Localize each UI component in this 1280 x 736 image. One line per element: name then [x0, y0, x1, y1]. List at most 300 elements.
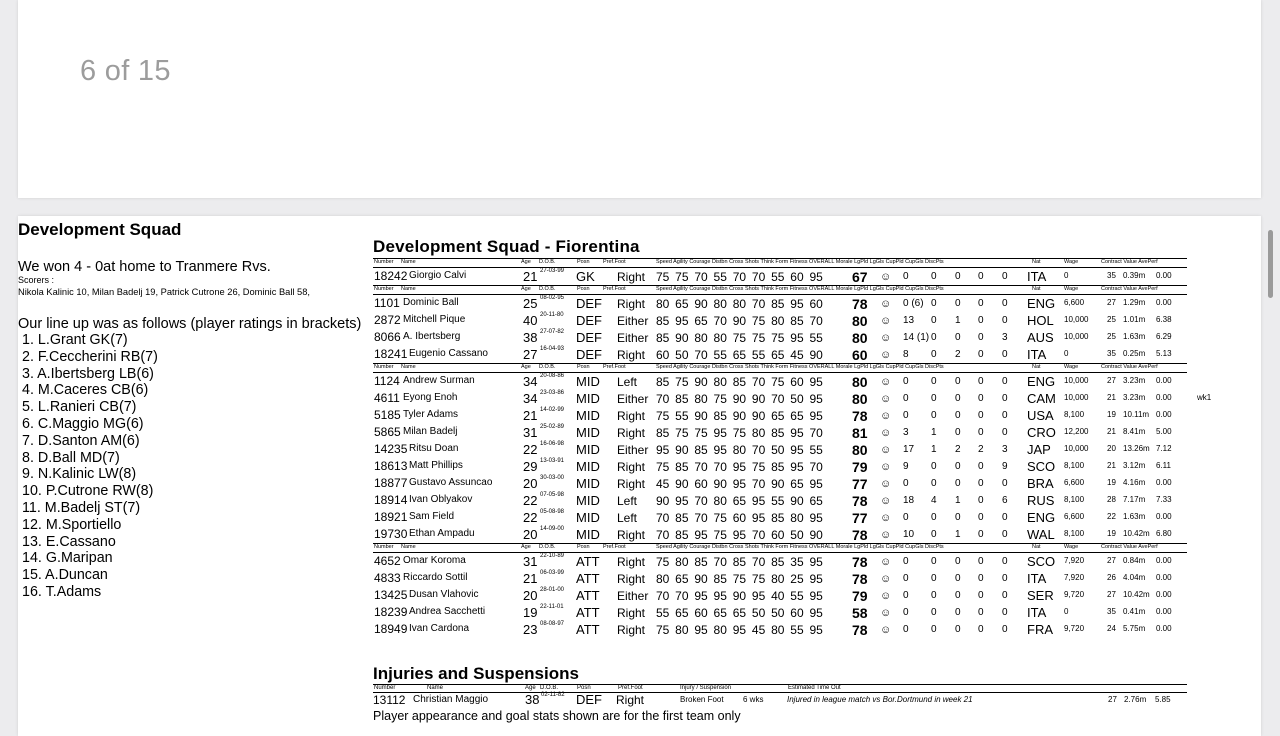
scorers-list: Nikola Kalinic 10, Milan Badelj 19, Patrick Cutrone 26, Dominic Ball 58, [18, 287, 310, 297]
inj-value: 2.76m [1124, 695, 1147, 704]
player-wage: 8,100 [1064, 410, 1085, 419]
player-foot: Either [617, 392, 649, 406]
scrollbar-thumb[interactable] [1268, 230, 1273, 298]
header-name: Name [401, 259, 416, 265]
player-row [373, 526, 1187, 543]
player-stat: 18 [903, 495, 915, 506]
player-nationality: ITA [1027, 269, 1047, 284]
player-overall: 80 [852, 442, 868, 458]
player-aveperf: 0.00 [1156, 376, 1172, 385]
player-age: 34 [523, 374, 538, 389]
player-skills: 80 65 90 80 80 70 85 95 60 [656, 297, 823, 311]
inj-name: Christian Maggio [413, 694, 489, 705]
lineup-item: 16. T.Adams [22, 583, 102, 600]
player-row [373, 373, 1187, 390]
player-age: 20 [523, 527, 538, 542]
player-value: 10.42m [1123, 529, 1150, 538]
header-foot: Pref.Foot [603, 544, 626, 550]
pdf-page-main [18, 216, 1261, 736]
player-foot: Right [617, 270, 646, 284]
header-number: Number [374, 544, 394, 550]
player-nationality: ENG [1027, 296, 1056, 311]
player-foot: Left [617, 494, 638, 508]
player-stat: 0 (6) [903, 298, 924, 309]
player-wage: 7,920 [1064, 556, 1085, 565]
player-skills: 70 85 95 75 95 70 60 50 90 [656, 528, 823, 542]
player-skills: 75 85 70 70 95 75 85 95 70 [656, 460, 823, 474]
inj-hdr-injury: Injury / Suspension [680, 685, 732, 691]
player-stat: 2 [955, 444, 961, 455]
player-number: 19730 [374, 527, 408, 541]
player-aveperf: 0.00 [1156, 393, 1172, 402]
player-stat: 0 [955, 410, 961, 421]
player-stat: 0 [1002, 529, 1008, 540]
lineup-item: 9. N.Kalinic LW(8) [22, 466, 137, 483]
player-position: ATT [576, 571, 600, 586]
player-nationality: SER [1027, 588, 1054, 603]
header-nat: Nat [1032, 544, 1041, 550]
player-overall: 78 [852, 527, 868, 543]
morale-icon: ☺ [880, 495, 892, 507]
player-row [373, 441, 1187, 458]
player-stat: 17 [903, 444, 915, 455]
inj-foot: Right [616, 693, 645, 707]
player-stat: 0 [931, 376, 937, 387]
player-position: DEF [576, 296, 602, 311]
player-age: 31 [523, 425, 538, 440]
player-contract: 20 [1107, 444, 1116, 453]
player-aveperf: 0.00 [1156, 624, 1172, 633]
player-dob: 22-10-89 [540, 553, 565, 559]
header-number: Number [374, 286, 394, 292]
player-value: 1.29m [1123, 298, 1146, 307]
player-wage: 9,720 [1064, 590, 1085, 599]
player-stat: 0 [903, 512, 909, 523]
player-row [373, 346, 1187, 363]
player-overall: 78 [852, 622, 868, 638]
player-age: 22 [523, 493, 538, 508]
player-contract: 25 [1107, 332, 1116, 341]
player-age: 31 [523, 554, 538, 569]
player-row [373, 587, 1187, 604]
morale-icon: ☺ [880, 298, 892, 310]
player-foot: Right [617, 477, 646, 491]
player-stat: 0 [1002, 393, 1008, 404]
player-contract: 27 [1107, 376, 1116, 385]
player-value: 10.42m [1123, 590, 1150, 599]
inj-hdr-name: Name [427, 685, 444, 691]
player-dob: 16-04-93 [540, 346, 565, 352]
player-position: MID [576, 527, 600, 542]
player-dob: 14-09-00 [540, 526, 565, 532]
player-position: DEF [576, 347, 602, 362]
footnote: Player appearance and goal stats shown are for the first team only [373, 709, 741, 723]
player-row [373, 492, 1187, 509]
player-wage: 0 [1064, 349, 1069, 358]
player-nationality: ENG [1027, 510, 1056, 525]
player-position: MID [576, 459, 600, 474]
player-dob: 25-02-89 [540, 424, 565, 430]
player-value: 1.63m [1123, 332, 1146, 341]
player-value: 0.39m [1123, 271, 1146, 280]
player-wage: 8,100 [1064, 495, 1085, 504]
player-stat: 14 (1) [903, 332, 930, 343]
player-overall: 80 [852, 391, 868, 407]
header-skills: Speed Agility Courage Distbn Cross Shots Think Form Fitness OVERALL Morale LgPld LgGls CupPld CupGls DiscPts [656, 544, 944, 550]
header-skills: Speed Agility Courage Distbn Cross Shots Think Form Fitness OVERALL Morale LgPld LgGls CupPld CupGls DiscPts [656, 364, 944, 370]
lineup-item: 11. M.Badelj ST(7) [22, 499, 141, 516]
morale-icon: ☺ [880, 376, 892, 388]
player-value: 4.04m [1123, 573, 1146, 582]
player-dob: 08-02-95 [540, 295, 565, 301]
player-stat: 0 [931, 410, 937, 421]
player-value: 1.01m [1123, 315, 1146, 324]
player-number: 8066 [374, 330, 401, 344]
player-foot: Either [617, 589, 649, 603]
player-stat: 0 [978, 495, 984, 506]
scorers-label: Scorers : [18, 275, 55, 285]
player-stat: 0 [1002, 349, 1008, 360]
player-aveperf: 7.33 [1156, 495, 1172, 504]
player-stat: 0 [931, 298, 937, 309]
player-skills: 85 90 80 80 75 75 75 95 55 [656, 331, 823, 345]
player-foot: Right [617, 348, 646, 362]
player-foot: Right [617, 555, 646, 569]
player-aveperf: 0.00 [1156, 573, 1172, 582]
player-stat: 0 [931, 573, 937, 584]
morale-icon: ☺ [880, 271, 892, 283]
player-stat: 1 [955, 495, 961, 506]
player-row [373, 407, 1187, 424]
player-name: Milan Badelj [403, 426, 458, 437]
player-stat: 2 [955, 349, 961, 360]
player-age: 22 [523, 442, 538, 457]
header-wage: Wage [1064, 544, 1079, 550]
player-contract: 35 [1107, 607, 1116, 616]
player-stat: 0 [978, 573, 984, 584]
header-number: Number [374, 259, 394, 265]
player-number: 5865 [374, 425, 401, 439]
morale-icon: ☺ [880, 478, 892, 490]
player-name: Mitchell Pique [403, 314, 466, 325]
lineup-item: 3. A.Ibertsberg LB(6) [22, 365, 154, 382]
header-wage: Wage [1064, 286, 1079, 292]
player-position: DEF [576, 313, 602, 328]
player-skills: 75 80 95 80 95 45 80 55 95 [656, 623, 823, 637]
squad-header [373, 258, 1187, 268]
player-age: 21 [523, 269, 538, 284]
player-wage: 6,600 [1064, 512, 1085, 521]
player-value: 7.17m [1123, 495, 1146, 504]
player-stat: 0 [978, 512, 984, 523]
player-stat: 9 [1002, 461, 1008, 472]
player-stat: 0 [978, 376, 984, 387]
player-stat: 3 [903, 427, 909, 438]
player-age: 29 [523, 459, 538, 474]
header-number: Number [374, 364, 394, 370]
header-posn: Posn [577, 364, 590, 370]
player-stat: 0 [955, 624, 961, 635]
header-name: Name [401, 286, 416, 292]
player-stat: 0 [931, 349, 937, 360]
player-wage: 12,200 [1064, 427, 1089, 436]
player-contract: 21 [1107, 393, 1116, 402]
player-nationality: FRA [1027, 622, 1053, 637]
squad-title: Development Squad - Fiorentina [373, 237, 640, 256]
header-cv: Contract Value AvePerf [1101, 544, 1158, 550]
inj-hdr-number: Number [374, 685, 396, 691]
header-posn: Posn [577, 286, 590, 292]
squad-header [373, 285, 1187, 295]
player-nationality: JAP [1027, 442, 1051, 457]
player-dob: 27-03-99 [540, 268, 565, 274]
player-dob: 30-03-00 [540, 475, 565, 481]
lineup-item: 12. M.Sportiello [22, 516, 122, 533]
player-stat: 0 [931, 332, 937, 343]
player-contract: 27 [1107, 590, 1116, 599]
player-overall: 80 [852, 313, 868, 329]
player-row [373, 390, 1212, 407]
player-stat: 0 [1002, 410, 1008, 421]
player-contract: 28 [1107, 495, 1116, 504]
player-position: ATT [576, 554, 600, 569]
player-dob: 05-08-98 [540, 509, 565, 515]
lineup-item: 6. C.Maggio MG(6) [22, 415, 144, 432]
player-value: 3.12m [1123, 461, 1146, 470]
player-contract: 21 [1107, 427, 1116, 436]
inj-hdr-age: Age [525, 685, 536, 691]
player-stat: 1 [955, 315, 961, 326]
player-position: DEF [576, 330, 602, 345]
player-stat: 0 [1002, 607, 1008, 618]
player-wage: 0 [1064, 607, 1069, 616]
player-skills: 80 65 90 85 75 75 80 25 95 [656, 572, 823, 586]
player-skills: 95 90 85 95 80 70 50 95 55 [656, 443, 823, 457]
player-value: 0.25m [1123, 349, 1146, 358]
player-stat: 0 [1002, 427, 1008, 438]
player-value: 10.11m [1123, 410, 1150, 419]
player-row [373, 570, 1187, 587]
player-name: Eyong Enoh [403, 392, 458, 403]
player-stat: 0 [903, 556, 909, 567]
player-age: 40 [523, 313, 538, 328]
player-position: ATT [576, 622, 600, 637]
player-stat: 0 [955, 573, 961, 584]
player-stat: 0 [978, 298, 984, 309]
player-number: 18241 [374, 347, 408, 361]
player-age: 25 [523, 296, 538, 311]
player-nationality: CAM [1027, 391, 1056, 406]
player-name: Dusan Vlahovic [409, 589, 479, 600]
player-nationality: ENG [1027, 374, 1056, 389]
header-dob: D.O.B. [539, 259, 556, 265]
player-overall: 81 [852, 425, 868, 441]
player-number: 1101 [374, 296, 400, 310]
player-dob: 07-05-98 [540, 492, 565, 498]
player-name: Giorgio Calvi [409, 270, 467, 281]
player-position: MID [576, 374, 600, 389]
player-nationality: HOL [1027, 313, 1054, 328]
player-dob: 16-06-98 [540, 441, 565, 447]
player-row [373, 621, 1187, 638]
player-dob: 28-01-00 [540, 587, 565, 593]
player-overall: 67 [852, 269, 868, 285]
player-contract: 25 [1107, 315, 1116, 324]
player-note: wk1 [1197, 393, 1212, 402]
player-age: 22 [523, 510, 538, 525]
player-stat: 0 [978, 410, 984, 421]
player-wage: 8,100 [1064, 529, 1085, 538]
lineup-item: 2. F.Ceccherini RB(7) [22, 348, 158, 365]
player-value: 0.84m [1123, 556, 1146, 565]
player-value: 8.41m [1123, 427, 1146, 436]
player-number: 4652 [374, 554, 401, 568]
lineup-item: 5. L.Ranieri CB(7) [22, 399, 137, 416]
player-foot: Left [617, 375, 638, 389]
player-stat: 0 [955, 461, 961, 472]
header-age: Age [521, 286, 531, 292]
player-skills: 85 75 75 95 75 80 85 95 70 [656, 426, 823, 440]
player-name: Sam Field [409, 511, 455, 522]
player-contract: 21 [1107, 461, 1116, 470]
header-dob: D.O.B. [539, 364, 556, 370]
player-overall: 77 [852, 476, 868, 492]
player-stat: 0 [978, 478, 984, 489]
player-nationality: SCO [1027, 554, 1056, 569]
player-position: ATT [576, 605, 600, 620]
player-name: A. Ibertsberg [403, 331, 461, 342]
squad-header [373, 543, 1187, 553]
player-nationality: BRA [1027, 476, 1054, 491]
player-stat: 0 [1002, 478, 1008, 489]
player-name: Ivan Oblyakov [409, 494, 473, 505]
player-skills: 70 85 80 75 90 90 70 50 95 [656, 392, 823, 406]
player-stat: 0 [955, 271, 961, 282]
header-cv: Contract Value AvePerf [1101, 286, 1158, 292]
page-indicator: 6 of 15 [80, 55, 171, 87]
player-aveperf: 0.00 [1156, 410, 1172, 419]
player-stat: 8 [903, 349, 909, 360]
player-number: 5185 [374, 408, 401, 422]
player-age: 38 [523, 330, 538, 345]
player-contract: 19 [1107, 478, 1116, 487]
player-number: 4611 [374, 391, 400, 405]
player-aveperf: 0.00 [1156, 590, 1172, 599]
player-aveperf: 6.38 [1156, 315, 1172, 324]
inj-weeks: 6 wks [743, 695, 764, 704]
player-row [373, 458, 1187, 475]
player-skills: 75 55 90 85 90 90 65 65 95 [656, 409, 823, 423]
player-skills: 60 50 70 55 65 55 65 45 90 [656, 348, 823, 362]
morale-icon: ☺ [880, 556, 892, 568]
inj-pos: DEF [576, 692, 602, 707]
header-skills: Speed Agility Courage Distbn Cross Shots Think Form Fitness OVERALL Morale LgPld LgGls CupPld CupGls DiscPts [656, 259, 944, 265]
morale-icon: ☺ [880, 607, 892, 619]
morale-icon: ☺ [880, 427, 892, 439]
player-contract: 22 [1107, 512, 1116, 521]
player-stat: 0 [1002, 624, 1008, 635]
player-aveperf: 5.13 [1156, 349, 1172, 358]
squad-table [373, 258, 1212, 638]
player-wage: 10,000 [1064, 444, 1089, 453]
player-number: 14235 [374, 442, 408, 456]
player-contract: 19 [1107, 529, 1116, 538]
player-foot: Left [617, 511, 638, 525]
player-stat: 0 [903, 624, 909, 635]
player-age: 34 [523, 391, 538, 406]
player-stat: 0 [931, 315, 937, 326]
player-skills: 75 80 85 70 85 70 85 35 95 [656, 555, 823, 569]
player-stat: 0 [978, 590, 984, 601]
player-dob: 06-03-99 [540, 570, 565, 576]
inj-hdr-posn: Posn [577, 685, 591, 691]
header-nat: Nat [1032, 259, 1041, 265]
player-overall: 77 [852, 510, 868, 526]
player-number: 18877 [374, 476, 408, 490]
player-stat: 0 [955, 332, 961, 343]
player-stat: 0 [955, 607, 961, 618]
player-name: Ritsu Doan [409, 443, 459, 454]
player-dob: 13-03-91 [540, 458, 565, 464]
player-contract: 35 [1107, 271, 1116, 280]
player-wage: 10,000 [1064, 332, 1089, 341]
player-dob: 23-03-86 [540, 390, 565, 396]
player-stat: 0 [931, 271, 937, 282]
header-wage: Wage [1064, 259, 1079, 265]
player-nationality: WAL [1027, 527, 1055, 542]
morale-icon: ☺ [880, 512, 892, 524]
player-foot: Either [617, 443, 649, 457]
lineup-item: 4. M.Caceres CB(6) [22, 382, 149, 399]
player-age: 20 [523, 588, 538, 603]
player-skills: 85 95 65 70 90 75 80 85 70 [656, 314, 823, 328]
player-wage: 7,920 [1064, 573, 1085, 582]
player-position: MID [576, 510, 600, 525]
player-stat: 0 [978, 393, 984, 404]
player-aveperf: 7.12 [1156, 444, 1172, 453]
player-stat: 0 [931, 461, 937, 472]
player-name: Matt Phillips [409, 460, 463, 471]
header-foot: Pref.Foot [603, 364, 626, 370]
header-name: Name [401, 364, 416, 370]
player-foot: Right [617, 623, 646, 637]
player-stat: 0 [978, 427, 984, 438]
player-nationality: ITA [1027, 347, 1047, 362]
player-name: Ivan Cardona [409, 623, 470, 634]
lineup-list [22, 332, 158, 601]
player-aveperf: 0.00 [1156, 298, 1172, 307]
inj-dob: 02-11-82 [541, 692, 565, 698]
player-overall: 78 [852, 493, 868, 509]
inj-number: 13112 [373, 693, 406, 707]
player-stat: 6 [1002, 495, 1008, 506]
header-cv: Contract Value AvePerf [1101, 259, 1158, 265]
left-title: Development Squad [18, 220, 182, 239]
morale-icon: ☺ [880, 624, 892, 636]
player-overall: 58 [852, 605, 868, 621]
player-foot: Right [617, 606, 646, 620]
header-dob: D.O.B. [539, 544, 556, 550]
player-position: MID [576, 391, 600, 406]
player-number: 13425 [374, 588, 408, 602]
player-stat: 0 [978, 332, 984, 343]
header-wage: Wage [1064, 364, 1079, 370]
player-name: Andrea Sacchetti [409, 606, 486, 617]
player-number: 18921 [374, 510, 408, 524]
player-value: 4.16m [1123, 478, 1146, 487]
player-number: 1124 [374, 374, 400, 388]
player-dob: 08-08-97 [540, 621, 565, 627]
